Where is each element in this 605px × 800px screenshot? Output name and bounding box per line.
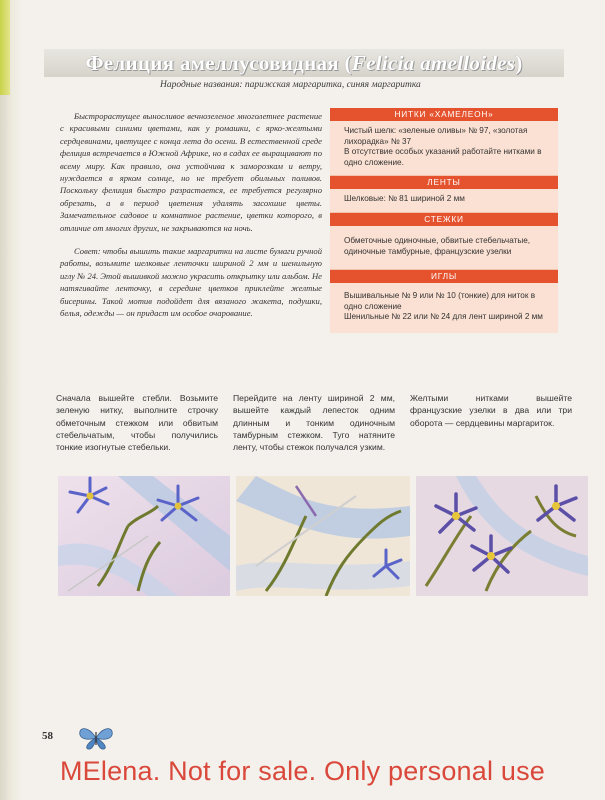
needles-heading: ИГЛЫ [330, 270, 558, 283]
watermark: MElena. Not for sale. Only personal use [59, 756, 546, 786]
page-number: 58 [42, 730, 53, 742]
embroidery-photo-stems [58, 476, 230, 596]
page-title: Фелиция амеллусовидная (Felicia amelloides) [85, 51, 523, 75]
intro-text [60, 110, 322, 331]
embroidery-photo-centers [416, 476, 588, 596]
tip-paragraph: Совет: чтобы вышить такие маргаритки на листе бумаги ручной работы, возьмите шелковые ленточки шириной 2 мм и шенильную иглу № 24. Этой вышивкой можно украсить открытку или альбом. Не натягивайте ленточку, в середине цветков приклейте желтые бисерины. Такой мотив подойдет для вязаного жакета, подушки, белья, одежды — он придаст им особое очарование. [60, 246, 322, 319]
threads-heading: НИТКИ «ХАМЕЛЕОН» [330, 108, 558, 121]
threads-body: Чистый шелк: «зеленые оливы» № 97, «золотая лихорадка» № 37 В отсутствие особых указаний работайте нитками в одно сложение. [330, 121, 558, 176]
ribbons-body: Шелковые: № 81 шириной 2 мм [330, 189, 558, 213]
step-1-text: Сначала вышейте стебли. Возьмите зеленую нитку, выполните строчку обметочным стежком или обвитым стебельчатым, чтобы получились тонкие изогнутые стебельки. [56, 393, 218, 453]
intro-paragraph: Быстрорастущее выносливое вечнозеленое многолетнее растение с красивыми синими цветами, как у ромашки, с ярко-желтыми сердцевинами, цветущее с конца лета до осени. В естественной среде фелиция встречается в Южной Африке, но в садах ее выращивают по всему миру. Как правило, она устойчива к заморозкам и ветру, нуждается в ярком солнце, но не требует обильных поливов. Поскольку фелиция быстро разрастается, ее требуется регулярно обрезать, а в период цветения удалять засохшие цветы. Замечательное садовое и комнатное растение, цветки которого, в отличие от многих других, не закрываются на ночь. [60, 111, 322, 233]
needles-body: Вышивальные № 9 или № 10 (тонкие) для ниток в одно сложение Шенильные № 22 или № 24 для лент шириной 2 мм [344, 291, 543, 322]
binding-accent [0, 0, 10, 95]
page-binding [0, 0, 22, 800]
butterfly-icon [76, 725, 116, 756]
step-2-text: Перейдите на ленту шириной 2 мм, вышейте каждый лепесток одним длинным и тонким одиночным тамбурным стежком. Туго натяните ленту, чтобы стежок получался узким. [233, 393, 395, 453]
latin-name: Felicia amelloides [351, 51, 516, 75]
embroidery-photo-petals [236, 476, 410, 596]
stitches-heading: СТЕЖКИ [330, 213, 558, 226]
subtitle: Народные названия: парижская маргаритка, синяя маргаритка [160, 80, 421, 90]
stitches-body: Обметочные одиночные, обвитые стебельчатые, одиночные тамбурные, французские узелки [330, 226, 558, 270]
materials-box [330, 108, 558, 333]
ribbons-heading: ЛЕНТЫ [330, 176, 558, 189]
step-3-text: Желтыми нитками вышейте французские узелки в два или три оборота — сердцевины маргариток. [410, 393, 572, 428]
steps [56, 392, 570, 474]
